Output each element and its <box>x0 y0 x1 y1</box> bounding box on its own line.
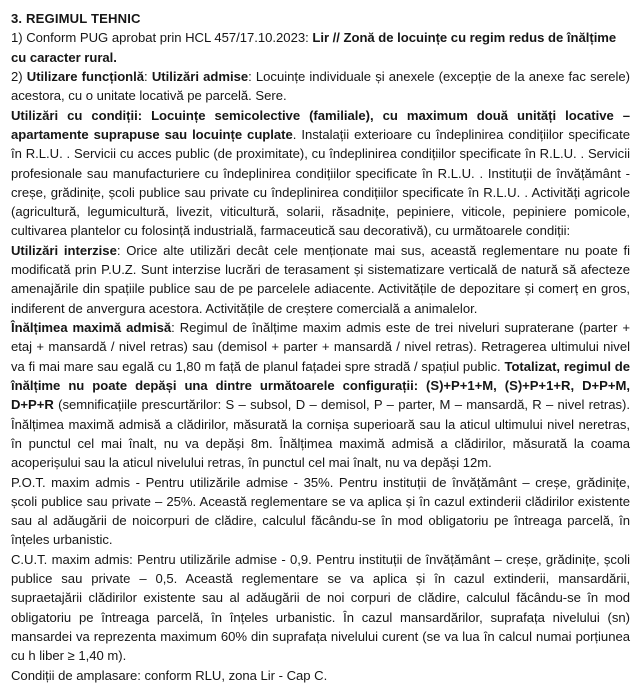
text-run: : Locuințe individuale și anexele (excepție de la anexe fac serele) acestora, cu o unitate locativă pe parcelă. Sere. <box>11 68 634 104</box>
text-run: Înălțimea maximă admisă <box>11 320 172 335</box>
text-run: Utilizări admise <box>151 68 249 84</box>
text-run: Utilizări cu condiții: Locuințe semicolective (familiale), cu maximum două unități locative – apartamente suprapuse sau locuințe cuplate <box>11 107 634 142</box>
text-run: P.O.T. maxim admis - Pentru utilizările admise - 35%. Pentru instituții de învățământ – creșe, grădinițe, școli publice sau private – 25%. Această reglementare se va aplica și în cazul extinderii clădirilor existente sau al adăugării de noicorpuri de clădire, calculul făcându-se în mod obligatoriu pe întreaga parcelă, în înțeles urbanistic. <box>11 474 634 548</box>
paragraph-point-1-pug <box>11 28 630 67</box>
text-run: 1) Conform PUG aprobat prin HCL 457/17.10.2023: <box>11 30 313 46</box>
text-run: C.U.T. maxim admis: Pentru utilizările admise - 0,9. Pentru instituții de învățământ – creșe, grădinițe, școli publice sau private – 0,5. Această reglementare se va aplica și în cazul extinderii, mansardării, supraetajării clădirilor existente sau al adăugării de noi corpuri de clădire, calculul făcându-se în mod obligatoriu pe întreaga parcelă, în înțeles urbanistic. În cazul mansardărilor, suprafața nivelului (sn) mansardei va reprezenta maximum 60% din suprafața nivelului curent (se va lua în calcul numai porțiunea cu h liber ≥ 1,40 m). <box>11 551 634 664</box>
text-run: 2) <box>11 68 27 84</box>
text-run: Utilizări interzise <box>11 242 117 258</box>
text-run: : <box>144 68 152 84</box>
text-run: Condiții de amplasare: conform RLU, zona Lir - Cap C. <box>11 667 328 683</box>
text-run: : Regimul de înălțime maxim admis este de trei niveluri supraterane (parter + etaj + mansardă / nivel retras) sau (demisol + parter + mansardă / nivel retras). Retragerea ultimului nivel va fi mai mare sau egală cu 1,80 m față de planul fațadei spre stradă / spațiul public. <box>11 320 634 374</box>
paragraph-heading <box>11 9 630 28</box>
paragraph-inaltimea-maxima-admisa <box>11 318 634 473</box>
paragraph-utilizari-cu-conditii <box>11 106 634 241</box>
text-run: : Orice alte utilizări decât cele menționate mai sus, această reglementare nu poate fi modificată prin P.U.Z. Sunt interzise lucrări de terasament și sistematizare verticală de natură să afecteze amenajările din spațiile publice sau de pe parcelele adiacente. Activitățile de depozitare și comerț en gros, indiferent de anvergura acestora. Activitățile de creștere comercială a animalelor. <box>11 242 634 316</box>
text-run: . Instalații exterioare cu îndeplinirea condițiilor specificate în R.L.U. . Servicii cu acces public (de proximitate), cu îndeplinirea condițiilor specificate în R.L.U. . Servicii profesionale sau manufacturiere cu îndeplinirea condițiilor specificate în R.L.U. . Instituții de învățământ - creșe, grădinițe, școli publice sau private cu îndeplinirea condițiilor specificate în R.L.U. . Activități agricole (agricultură, legumicultură, livezit, viticultură, solarii, răsadnițe, pepiniere, viticole, pepiniere pomicole, cultivarea plantelor cu folosință industrială, farmaceutică sau decorativă), cu următoarele condiții: <box>11 126 634 239</box>
paragraph-point-2-utilizare-functionala <box>11 67 634 106</box>
paragraph-conditii-de-amplasare <box>11 666 630 685</box>
text-run: Utilizare funcționlă <box>26 68 145 84</box>
text-run: Lir // Zonă de locuințe cu regim redus de înălțime cu caracter rural. <box>11 30 620 65</box>
paragraph-cut-maxim-admis <box>11 550 634 666</box>
text-run: Totalizat, regimul de înălțime nu poate depăși una dintre următoarele configurații: (S)+P+1+M, (S)+P+1+R, D+P+M, D+P+R <box>11 358 634 413</box>
text-run: (semnificațiile prescurtărilor: S – subsol, D – demisol, P – parter, M – mansardă, R – nivel retras). Înălțimea maximă admisă a clădirilor, măsurată la cornișa superioară sau la aticul ultimului nivel neretras, în punctul cel mai înalt, nu va depăși 8m. Înălțimea maximă admisă a clădirilor, măsurată la coama acoperișului sau la aticul nivelului retras, în punctul cel mai înalt, nu va depăși 12m. <box>11 397 634 471</box>
text-run: 3. REGIMUL TEHNIC <box>11 11 141 26</box>
paragraph-utilizari-interzise <box>11 241 634 318</box>
paragraph-pot-maxim-admis <box>11 473 634 550</box>
